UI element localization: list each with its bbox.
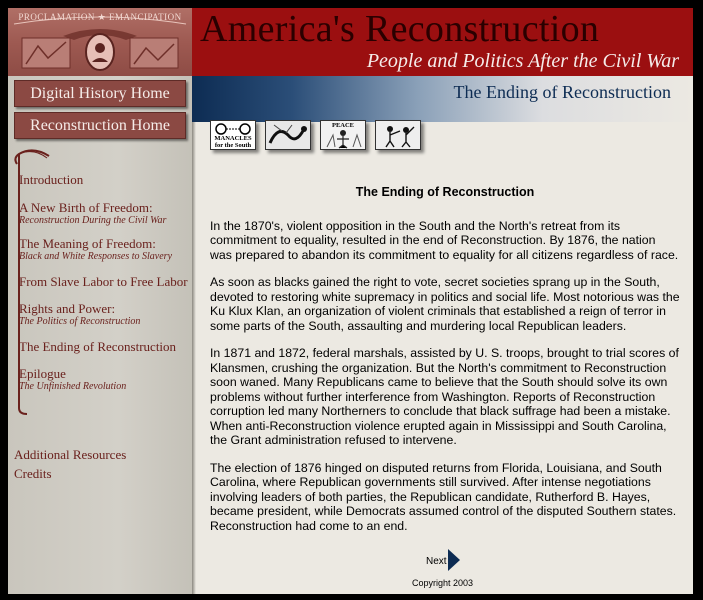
- site-subtitle: People and Politics After the Civil War: [366, 50, 679, 72]
- digital-history-home-button[interactable]: Digital History Home: [14, 80, 186, 107]
- thumbnail-manacles[interactable]: [210, 120, 256, 150]
- thumbnail-caption: MANACLES for the South: [214, 135, 252, 149]
- next-label: Next: [426, 556, 447, 567]
- toc-item-title: Epilogue: [19, 366, 66, 381]
- next-arrow-icon: [448, 549, 460, 571]
- article-paragraph: In the 1870's, violent opposition in the South and the North's retreat from its commitment to equality, resulted in the end of Reconstruction. By 1876, the nation was prepared to abandon its commitment to equality for all citizens regardless of race.: [210, 218, 679, 262]
- thumbnail-struggle[interactable]: [375, 120, 421, 150]
- sidebar: [8, 8, 192, 594]
- toc-item-title: The Meaning of Freedom:: [19, 236, 156, 251]
- struggle-figures-icon: [376, 121, 420, 149]
- toc-item-subtitle: The Politics of Reconstruction: [19, 316, 141, 327]
- article-paragraph: In 1871 and 1872, federal marshals, assisted by U. S. troops, brought to trial scores of Klansmen, crushing the organization. But the North's commitment to Reconstruction soon waned. Many Republicans came to believe that the South should solve its own problems without further interference from Washington. Reports of Reconstruction corruption led many Northerners to conclude that black suffrage had been a mistake. When anti-Reconstruction violence erupted again in Mississippi and South Carolina, the Grant administration refused to intervene.: [210, 346, 679, 447]
- site-header: [192, 8, 693, 76]
- toc-slave-labor-to-free-labor[interactable]: [19, 274, 188, 290]
- toc-rights-and-power[interactable]: [19, 301, 140, 327]
- article-paragraph: The election of 1876 hinged on disputed returns from Florida, Louisiana, and South Carolina, where Republican governments still survived. After intense negotiations involving leaders of both parties, the Republican candidate, Rutherford B. Hayes, became president, while Democrats assumed control of the disputed Southern states. Reconstruction had come to an end.: [210, 460, 677, 533]
- toc-item-subtitle: Black and White Responses to Slavery: [19, 251, 173, 262]
- emancipation-emblem-image: [8, 8, 192, 76]
- article-paragraph: As soon as blacks gained the right to vote, secret societies sprang up in the South, devoted to restoring white supremacy in politics and social life. Most notorious was the Ku Klux Klan, an organization of violent criminals that established a reign of terror in some parts of the South, assaulting and murdering local Republican leaders.: [210, 275, 680, 333]
- toc-item-title: From Slave Labor to Free Labor: [19, 274, 188, 289]
- toc-item-subtitle: The Unfinished Revolution: [19, 381, 127, 392]
- toc-ending-of-reconstruction[interactable]: [19, 339, 176, 355]
- toc-item-subtitle: Reconstruction During the Civil War: [19, 215, 167, 226]
- toc-item-title: A New Birth of Freedom:: [19, 200, 153, 215]
- article-content: [210, 180, 680, 546]
- site-title: America's Reconstruction: [200, 8, 600, 50]
- toc-item-title: The Ending of Reconstruction: [19, 339, 177, 354]
- toc-meaning-of-freedom[interactable]: [19, 236, 172, 262]
- toc-epilogue[interactable]: [19, 366, 126, 392]
- additional-resources-link[interactable]: Additional Resources: [14, 447, 127, 462]
- toc-item-title: Introduction: [19, 172, 84, 187]
- serpent-icon: [266, 121, 310, 149]
- toc-new-birth-of-freedom[interactable]: [19, 200, 166, 226]
- credits-link[interactable]: Credits: [14, 466, 52, 481]
- thumbnail-caption: PEACE: [331, 122, 355, 129]
- toc-introduction[interactable]: [19, 172, 83, 188]
- emblem-banner-text: PROCLAMATION ★ EMANCIPATION: [18, 12, 182, 22]
- page-frame: [8, 8, 693, 594]
- article-title: The Ending of Reconstruction: [355, 185, 535, 199]
- section-banner: [192, 76, 693, 122]
- thumbnail-peace[interactable]: [320, 120, 366, 150]
- copyright-text: Copyright 2003: [412, 578, 474, 588]
- thumbnail-serpent[interactable]: [265, 120, 311, 150]
- section-title: The Ending of Reconstruction: [453, 82, 671, 102]
- reconstruction-home-button[interactable]: Reconstruction Home: [14, 112, 186, 139]
- toc-item-title: Rights and Power:: [19, 301, 116, 316]
